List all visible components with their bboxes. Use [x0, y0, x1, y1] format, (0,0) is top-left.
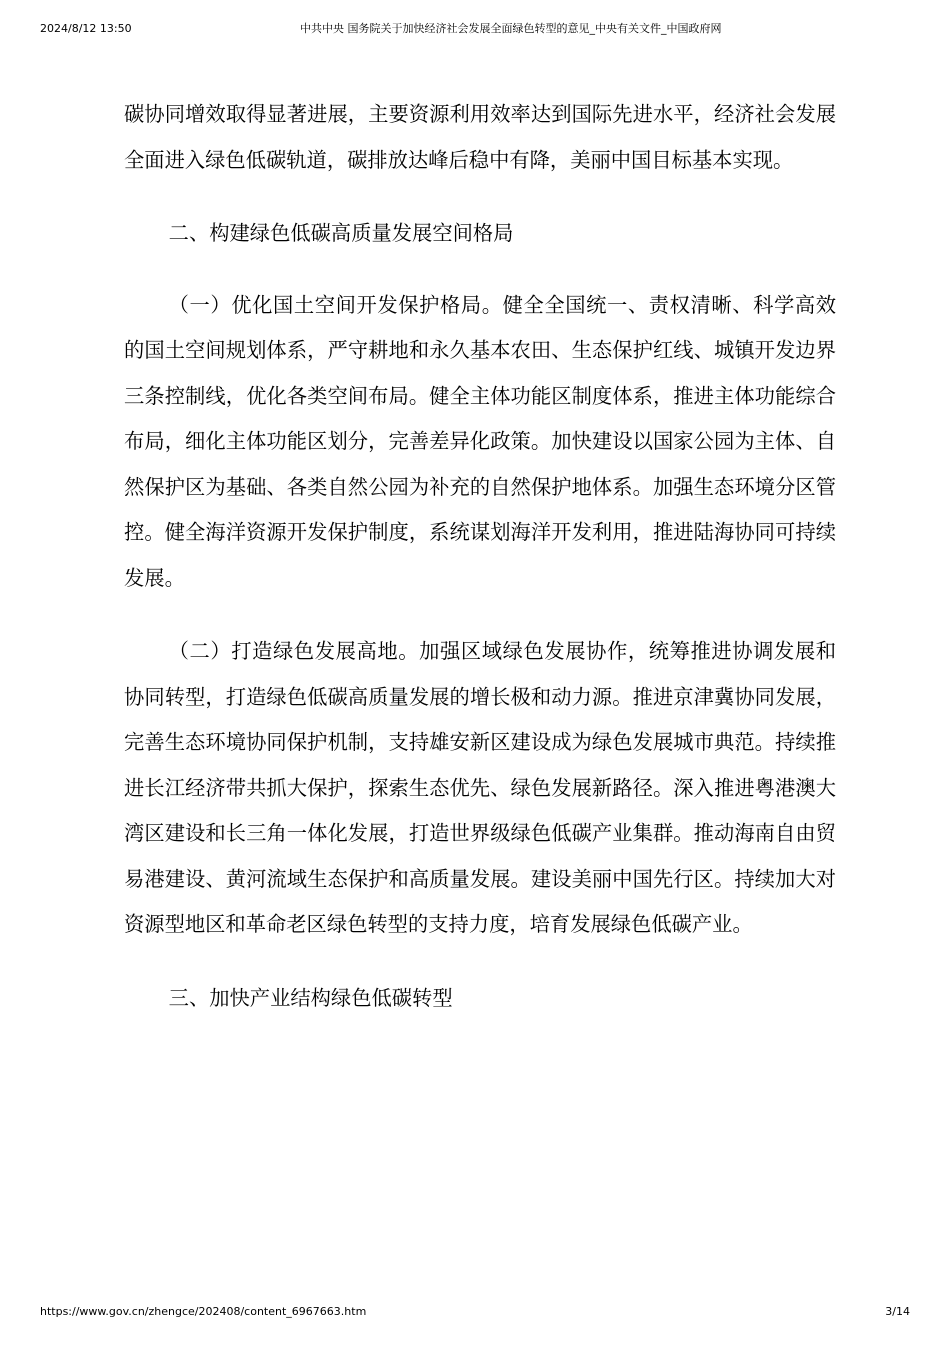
paragraph-2-1: （一）优化国土空间开发保护格局。健全全国统一、责权清晰、科学高效的国土空间规划体系，严守耕地和永久基本农田、生态保护红线、城镇开发边界三条控制线，优化各类空间布局。健全主体功能区制度体系，推进主体功能综合布局，细化主体功能区划分，完善差异化政策。加快建设以国家公园为主体、自然保护区为基础、各类自然公园为补充的自然保护地体系。加强生态环境分区管控。健全海洋资源开发保护制度，系统谋划海洋开发利用，推进陆海协同可持续发展。	[124, 292, 836, 590]
print-url: https://www.gov.cn/zhengce/202408/content_6967663.htm	[40, 1305, 367, 1318]
section-heading-2: 二、构建绿色低碳高质量发展空间格局	[168, 221, 514, 245]
paragraph-2-2: （二）打造绿色发展高地。加强区域绿色发展协作，统筹推进协调发展和协同转型，打造绿色低碳高质量发展的增长极和动力源。推进京津冀协同发展，完善生态环境协同保护机制，支持雄安新区建设成为绿色发展城市典范。持续推进长江经济带共抓大保护，探索生态优先、绿色发展新路径。深入推进粤港澳大湾区建设和长三角一体化发展，打造世界级绿色低碳产业集群。推动海南自由贸易港建设、黄河流域生态保护和高质量发展。建设美丽中国先行区。持续加大对资源型地区和革命老区绿色转型的支持力度，培育发展绿色低碳产业。	[124, 639, 836, 936]
document-body	[124, 92, 836, 1021]
print-page-title: 中共中央 国务院关于加快经济社会发展全面绿色转型的意见_中央有关文件_中国政府网	[300, 22, 722, 35]
paragraph-continued: 碳协同增效取得显著进展，主要资源利用效率达到国际先进水平，经济社会发展全面进入绿色低碳轨道，碳排放达峰后稳中有降，美丽中国目标基本实现。	[124, 102, 836, 172]
print-datetime: 2024/8/12 13:50	[40, 22, 132, 35]
section-heading-3: 三、加快产业结构绿色低碳转型	[168, 985, 453, 1010]
page-number: 3/14	[885, 1305, 910, 1318]
